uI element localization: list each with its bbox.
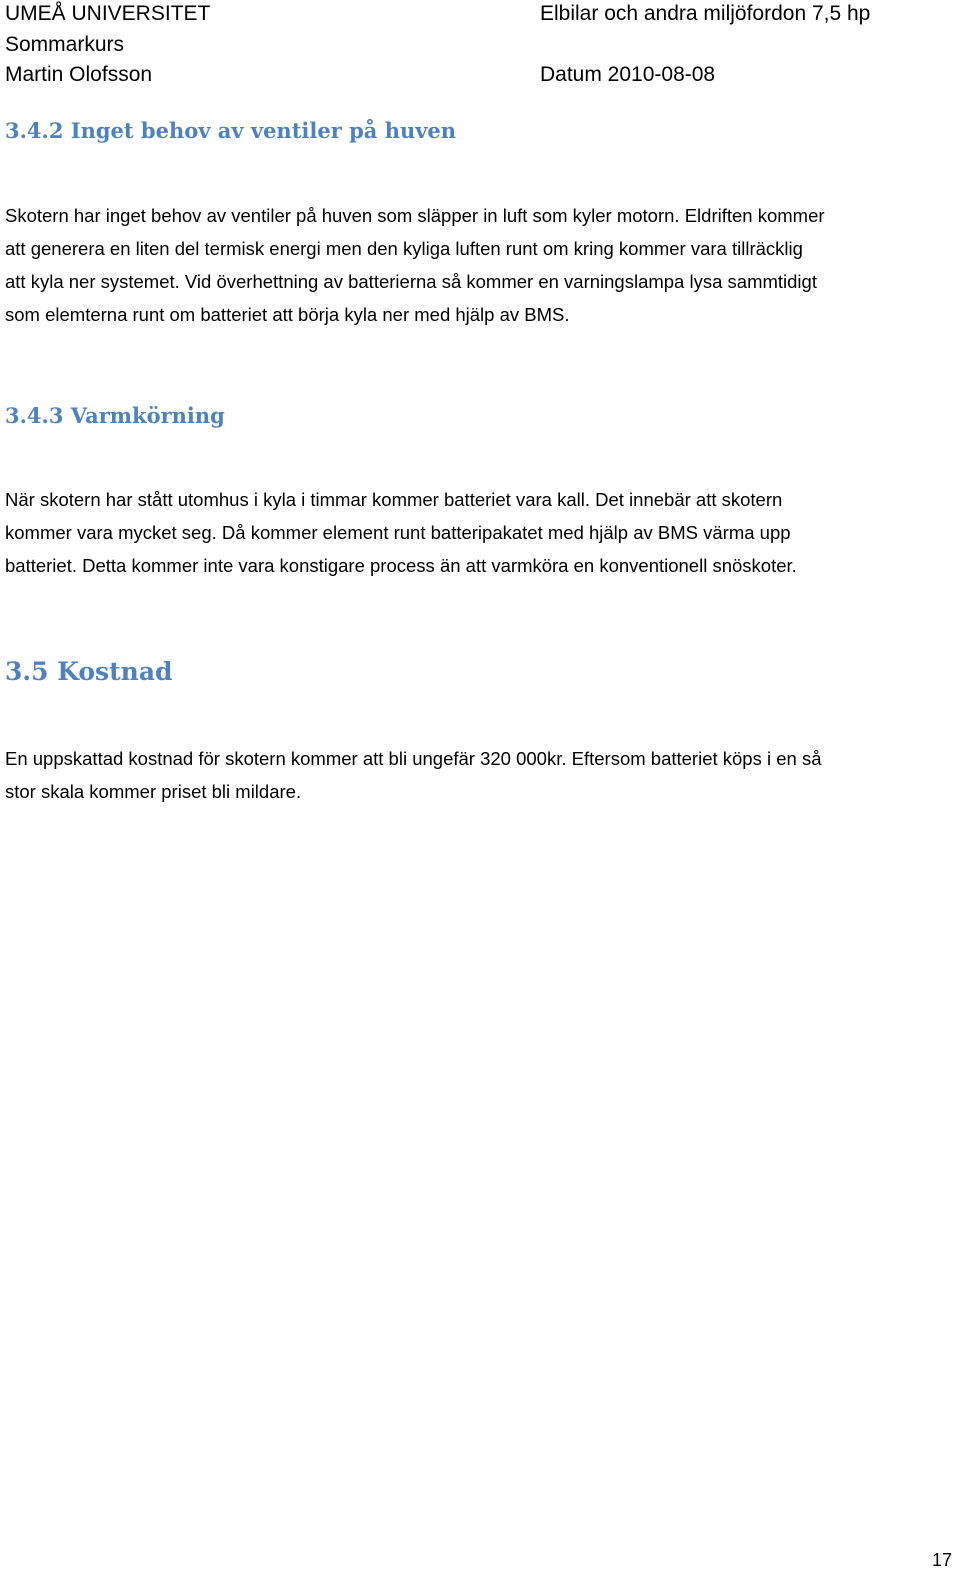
body-line: att kyla ner systemet. Vid överhettning av batterierna så kommer en varningslampa lysa sammtidigt (5, 271, 817, 292)
body-line: När skotern har stått utomhus i kyla i timmar kommer batteriet vara kall. Det innebär att skotern (5, 489, 783, 510)
section-heading-ventiler: 3.4.2 Inget behov av ventiler på huven (5, 118, 457, 143)
section-body-varmkorning (5, 483, 955, 582)
header-course: Elbilar och andra miljöfordon 7,5 hp (540, 2, 871, 25)
section-body-ventiler (5, 199, 955, 331)
body-line: kommer vara mycket seg. Då kommer element runt batteripakatet med hjälp av BMS värma upp (5, 522, 791, 543)
header-university: UMEÅ UNIVERSITET (5, 2, 211, 25)
body-line: att generera en liten del termisk energi men den kyliga luften runt om kring kommer vara tillräcklig (5, 238, 803, 259)
body-line: En uppskattad kostnad för skotern kommer att bli ungefär 320 000kr. Eftersom batteriet köps i en så (5, 748, 822, 769)
section-body-kostnad (5, 742, 955, 808)
header-author: Martin Olofsson (5, 63, 153, 86)
body-line: Skotern har inget behov av ventiler på huven som släpper in luft som kyler motorn. Eldriften kommer (5, 205, 825, 226)
body-line: batteriet. Detta kommer inte vara konstigare process än att varmköra en konventionell snöskoter. (5, 555, 797, 576)
section-heading-kostnad: 3.5 Kostnad (5, 657, 173, 686)
header-date: Datum 2010-08-08 (540, 63, 716, 86)
page-number: 17 (931, 1550, 952, 1570)
header-term: Sommarkurs (5, 33, 125, 56)
section-heading-varmkorning: 3.4.3 Varmkörning (5, 403, 225, 428)
body-line: som elemterna runt om batteriet att börja kyla ner med hjälp av BMS. (5, 304, 570, 325)
body-line: stor skala kommer priset bli mildare. (5, 781, 302, 802)
